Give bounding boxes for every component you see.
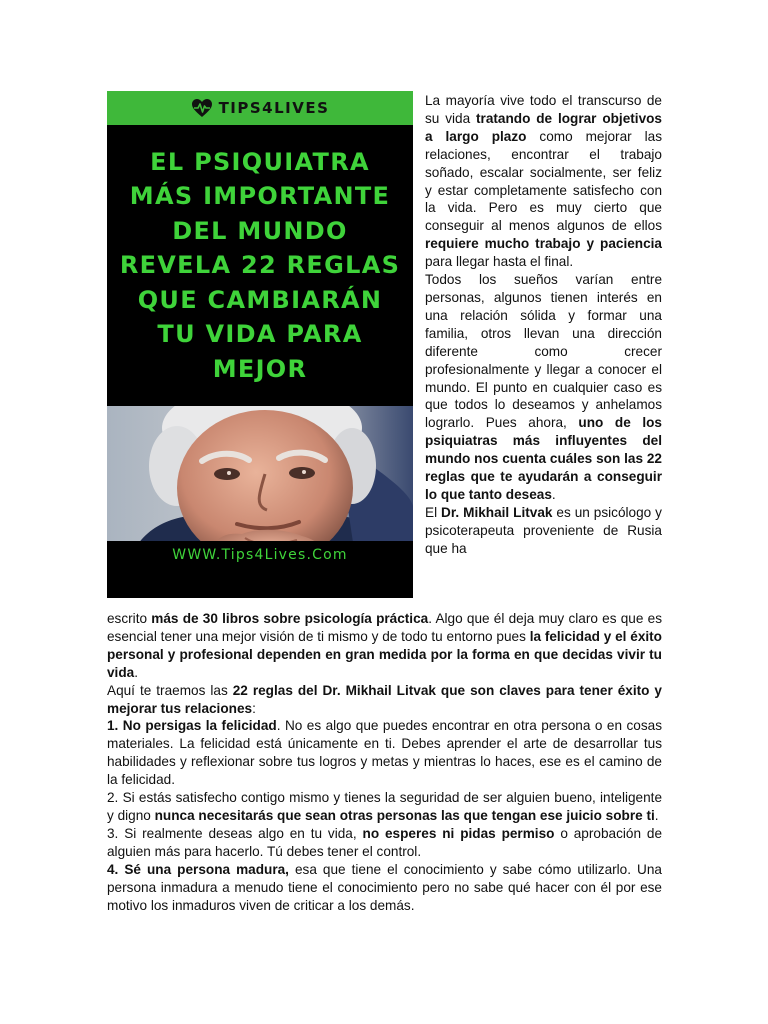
text-run: esa que tiene el conocimiento y sabe cómo utilizarlo. Una persona inmadura a menudo tiene el conocimiento pero no sabe qué hacer con él por ese motivo los inmaduros viven de criticar a los demás. (107, 861, 662, 913)
text-run: o aprobación de alguien más para hacerlo. Tú debes tener el control. (107, 825, 662, 859)
text-run: . (654, 807, 659, 823)
poster-url-text: WWW.Tips4Lives.Com (172, 547, 348, 563)
heart-pulse-icon (191, 98, 213, 118)
text-run: escrito (107, 611, 152, 626)
poster-headline-line: TU VIDA PARA (157, 320, 363, 349)
bold-text: uno de los psiquiatras más influyentes del mundo nos cuenta cuáles son las 22 reglas que te ayudarán a conseguir lo que tanto deseas (425, 415, 662, 502)
bold-text: 4. Sé una persona madura, (107, 861, 289, 877)
rule-item (107, 789, 662, 825)
bold-text: no esperes ni pidas permiso (362, 825, 555, 841)
text-run: para llegar hasta el final. (425, 254, 574, 270)
poster-brand-bar (107, 91, 413, 125)
text-run: 3. Si realmente deseas algo en tu vida, (107, 825, 363, 841)
rule-item (107, 861, 662, 915)
paragraph-litvak-cont (107, 610, 662, 682)
text-run: . Algo que él deja muy claro es que es esencial tener una mejor visión de ti mismo y de todo tu entorno pues (107, 611, 662, 644)
bold-text: 22 reglas del Dr. Mikhail Litvak que son claves para tener éxito y mejorar tus relaciones (107, 682, 662, 716)
poster-headline-line: MEJOR (212, 354, 308, 383)
text-run: 2. Si estás satisfecho contigo mismo y tienes la seguridad de ser alguien bueno, inteligente y digno (107, 790, 662, 823)
poster-headline-line: DEL MUNDO (172, 216, 348, 245)
rule-item (107, 717, 662, 789)
text-run: Aquí te traemos las (107, 682, 233, 698)
text-run: . (134, 664, 138, 680)
text-run: es un psicólogo y psicoterapeuta proveniente de Rusia que ha (425, 504, 662, 556)
article-text-column (425, 92, 662, 558)
portrait-photo (107, 406, 413, 569)
text-run: La mayoría vive todo el transcurso de su vida (425, 93, 662, 126)
poster-headline-line: EL PSIQUIATRA (150, 147, 370, 176)
bold-text: requiere mucho trabajo y paciencia (425, 236, 662, 252)
paragraph-dreams (425, 271, 662, 504)
poster-headline-line: QUE CAMBIARÁN (137, 285, 383, 314)
text-run: El (425, 504, 442, 520)
text-run: : (252, 700, 256, 716)
bold-text: la felicidad y el éxito personal y profesional dependen en gran medida por la forma en que decidas vivir tu vida (107, 628, 662, 680)
bold-text: tratando de lograr objetivos a largo plazo (425, 110, 662, 144)
text-run: Todos los sueños varían entre personas, algunos tienen interés en una relación sólida y formar una familia, otros llevan una dirección diferente como crecer profesionalmente y llegar a conocer el mundo. El punto en cualquier caso es que todos lo deseamos y anhelamos lograrlo. Pues ahora, (425, 272, 662, 431)
bold-text: Dr. Mikhail Litvak (441, 504, 553, 520)
poster-headline-line: REVELA 22 REGLAS (119, 251, 401, 280)
bold-text: más de 30 libros sobre psicología práctica (151, 611, 429, 626)
rule-item (107, 825, 662, 861)
poster-website-url (107, 541, 413, 569)
text-run: . No es algo que puedes encontrar en otra persona o en cosas materiales. La felicidad está únicamente en ti. Debes aprender el arte de desarrollar tus habilidades y reflexionar sobre tus logros y metas y mientras lo haces, ese es el camino de la felicidad. (107, 718, 662, 788)
paragraph-intro (425, 92, 662, 271)
text-run: como mejorar las relaciones, encontrar el trabajo soñado, escalar socialmente, ser feliz y estar completamente satisfecho con la vida. Pero es muy cierto que conseguir al menos algunos de ellos (425, 128, 663, 234)
poster-brand-name: TIPS4LIVES (218, 99, 330, 117)
paragraph-rules-intro (107, 682, 662, 718)
bold-text: nunca necesitarás que sean otras personas las que tengan ese juicio sobre ti (154, 807, 655, 823)
article-poster-image (107, 91, 413, 598)
bold-text: 1. No persigas la felicidad (107, 718, 277, 734)
paragraph-litvak-start (425, 504, 662, 558)
poster-headline-line: MÁS IMPORTANTE (129, 182, 391, 211)
poster-headline (107, 125, 413, 406)
text-run: . (551, 486, 556, 502)
article-text-full-width (107, 610, 662, 914)
